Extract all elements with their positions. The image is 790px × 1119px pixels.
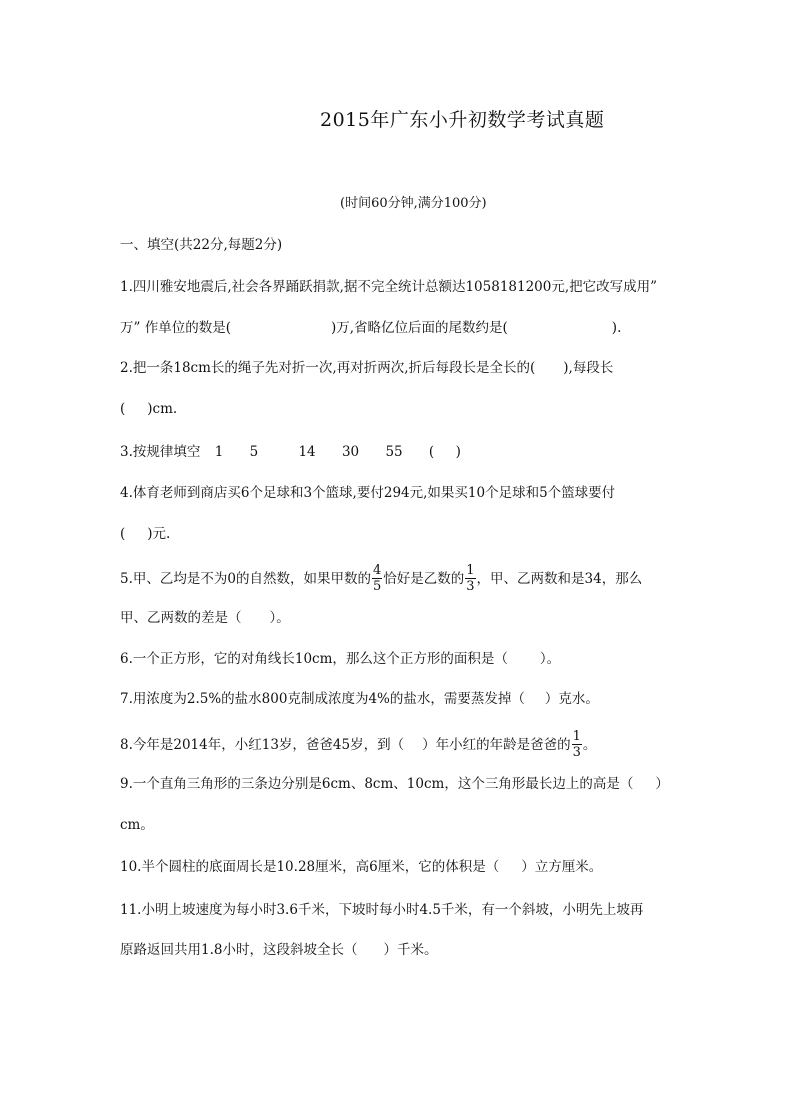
- q9-text-part: cm。: [120, 817, 154, 833]
- q4-text-part: )元.: [147, 526, 171, 542]
- numerator: 1: [466, 563, 475, 578]
- q10-text-part: 10.半个圆柱的底面周长是10.28厘米，高6厘米，它的体积是（: [120, 859, 500, 875]
- q7-text-part: ）克水。: [544, 691, 599, 707]
- question-6: [120, 649, 560, 669]
- fraction: [465, 563, 475, 594]
- numerator: 1: [572, 729, 581, 744]
- sequence-term: 55: [385, 444, 403, 460]
- sequence-term: 14: [298, 444, 316, 460]
- q5-text-part: ，甲、乙两数和是34，那么: [476, 571, 643, 587]
- numerator: 4: [372, 563, 382, 578]
- question-4-line-1: [120, 483, 615, 503]
- sequence-term: 1: [214, 444, 224, 460]
- question-1-line-2: [120, 318, 621, 338]
- page-title: 2015年广东小升初数学考试真题: [320, 109, 605, 131]
- question-4-line-2: [120, 524, 170, 544]
- section-heading: 一、填空(共22分,每题2分): [120, 237, 283, 253]
- q2-text-part: ),每段长: [563, 360, 614, 376]
- q8-text-part: 8.今年是2014年，小红13岁，爸爸45岁，到（: [120, 737, 405, 753]
- q11-text: 11.小明上坡速度为每小时3.6千米，下坡时每小时4.5千米，有一个斜坡，小明先上坡再: [120, 902, 644, 918]
- question-11-line-2: [120, 940, 437, 960]
- denominator: 3: [466, 579, 475, 594]
- q6-text-part: ）。: [539, 651, 561, 667]
- q7-text-part: 7.用浓度为2.5%的盐水800克制成浓度为4%的盐水，需要蒸发掉（: [120, 691, 525, 707]
- question-9-line-1: [120, 774, 669, 794]
- q4-text-part: (: [120, 526, 126, 542]
- q9-text-part: 9.一个直角三角形的三条边分别是6cm、8cm、10cm，这个三角形最长边上的高是（: [120, 776, 634, 792]
- q9-text-part: ）: [655, 776, 669, 792]
- q2-text-part: (: [120, 401, 126, 417]
- q1-text: 1.四川雅安地震后,社会各界踊跃捐款,据不完全统计总额达1058181200元,把它改写成用”: [120, 279, 658, 295]
- exam-info: (时间60分钟,满分100分): [340, 196, 487, 211]
- q6-text-part: 6.一个正方形，它的对角线长10cm，那么这个正方形的面积是（: [120, 651, 508, 667]
- q2-text-part: )cm.: [147, 401, 178, 417]
- question-10: [120, 857, 602, 877]
- fraction: [572, 729, 582, 760]
- question-2-line-1: [120, 358, 613, 378]
- answer-blank[interactable]: ( ): [428, 444, 461, 460]
- q2-text-part: 2.把一条18cm长的绳子先对折一次,再对折两次,折后每段长是全长的(: [120, 360, 536, 376]
- question-1-line-1: [120, 277, 657, 297]
- denominator: 5: [372, 579, 382, 594]
- q5-text-part: 甲、乙两数的差是（: [120, 610, 242, 626]
- question-3: [120, 442, 461, 462]
- question-8: [120, 730, 596, 761]
- q5-text-part: 恰好是乙数的: [383, 571, 465, 587]
- question-2-line-2: [120, 399, 177, 419]
- q1-text-part: ).: [611, 320, 622, 336]
- q1-text-part: )万,省略亿位后面的尾数约是(: [330, 320, 508, 336]
- q3-label: 3.按规律填空: [120, 444, 201, 460]
- denominator: 3: [572, 745, 581, 760]
- q8-text-part: 。: [582, 737, 597, 753]
- question-5-line-1: [120, 564, 642, 595]
- q11-text-part: ）千米。: [383, 942, 438, 958]
- sequence-term: 30: [341, 444, 360, 460]
- sequence-term: 5: [249, 444, 259, 460]
- question-5-line-2: [120, 608, 290, 628]
- q4-text: 4.体育老师到商店买6个足球和3个篮球,要付294元,如果买10个足球和5个篮球要付: [120, 485, 616, 501]
- q11-text-part: 原路返回共用1.8小时，这段斜坡全长（: [120, 942, 358, 958]
- question-7: [120, 689, 599, 709]
- question-9-line-2: [120, 815, 154, 835]
- q1-text-part: 万” 作单位的数是(: [120, 320, 231, 336]
- question-11-line-1: [120, 900, 643, 920]
- q5-text-part: ）。: [269, 610, 290, 626]
- q10-text-part: ）立方厘米。: [521, 859, 603, 875]
- fraction: [372, 563, 382, 594]
- q8-text-part: ）年小红的年龄是爸爸的: [422, 737, 571, 753]
- q5-text-part: 5.甲、乙均是不为0的自然数，如果甲数的: [120, 571, 371, 587]
